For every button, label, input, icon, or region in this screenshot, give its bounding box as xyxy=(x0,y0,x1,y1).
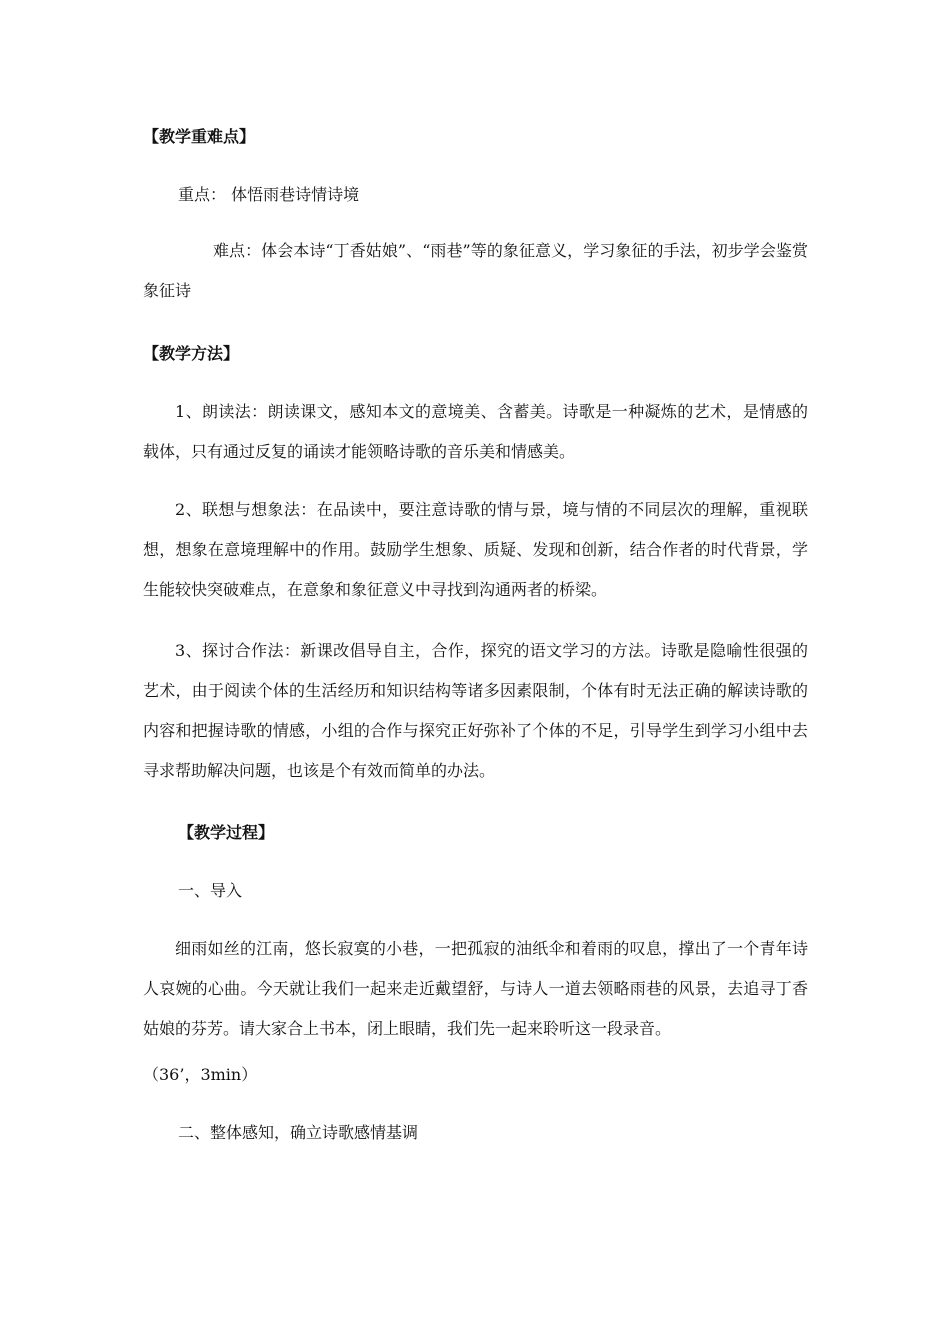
method-reading: 1、朗读法：朗读课文，感知本文的意境美、含蓄美。诗歌是一种凝炼的艺术，是情感的载体，只有通过反复的诵读才能领略诗歌的音乐美和情感美。 xyxy=(143,402,808,461)
method-cooperation: 3、探讨合作法：新课改倡导自主，合作，探究的语文学习的方法。诗歌是隐喻性很强的艺术，由于阅读个体的生活经历和知识结构等诸多因素限制，个体有时无法正确的解读诗歌的内容和把握诗歌的情感，小组的合作与探究正好弥补了个体的不足，引导学生到学习小组中去寻求帮助解决问题，也该是个有效而简单的办法。 xyxy=(143,641,808,780)
step-intro-title: 一、导入 xyxy=(178,881,243,900)
key-points-heading: 【教学重难点】 xyxy=(143,127,256,146)
process-heading: 【教学过程】 xyxy=(178,823,275,842)
methods-heading: 【教学方法】 xyxy=(143,344,240,363)
focus-point: 重点： 体悟雨巷诗情诗境 xyxy=(178,185,360,204)
method-imagination: 2、联想与想象法：在品读中，要注意诗歌的情与景，境与情的不同层次的理解，重视联想，想象在意境理解中的作用。鼓励学生想象、质疑、发现和创新，结合作者的时代背景，学生能较快突破难点，在意象和象征意义中寻找到沟通两者的桥梁。 xyxy=(143,500,808,599)
step-perception-title: 二、整体感知，确立诗歌感情基调 xyxy=(178,1123,419,1142)
step-intro-text: 细雨如丝的江南，悠长寂寞的小巷，一把孤寂的油纸伞和着雨的叹息，撑出了一个青年诗人哀婉的心曲。今天就让我们一起来走近戴望舒，与诗人一道去领略雨巷的风景，去追寻丁香姑娘的芬芳。请大家合上书本，闭上眼睛，我们先一起来聆听这一段录音。 xyxy=(143,939,808,1038)
step-intro-note: （36’，3min） xyxy=(143,1065,258,1084)
difficulty-point: 难点：体会本诗“丁香姑娘”、“雨巷”等的象征意义，学习象征的手法，初步学会鉴赏象征诗 xyxy=(143,241,808,300)
